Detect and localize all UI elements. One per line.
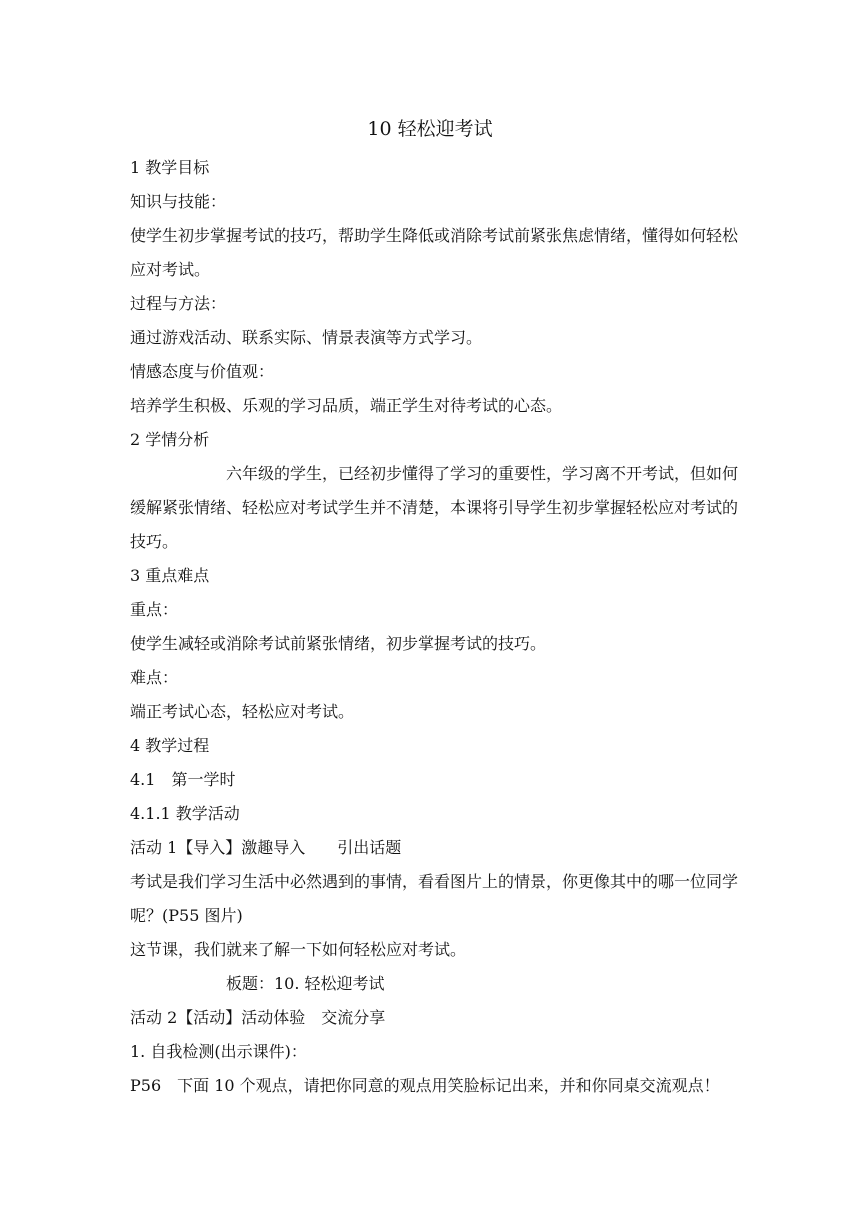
- activity-1-title: 活动 1【导入】激趣导入 引出话题: [130, 838, 402, 857]
- paragraph-process-method: 通过游戏活动、联系实际、情景表演等方式学习。: [130, 328, 483, 347]
- paragraph-emotion-values: 培养学生积极、乐观的学习品质，端正学生对待考试的心态。: [130, 396, 563, 415]
- subheading-emotion-values: 情感态度与价值观：: [130, 362, 275, 381]
- self-check-heading: 1. 自我检测(出示课件)：: [130, 1042, 307, 1061]
- heading-teaching-process: 4 教学过程: [130, 736, 210, 755]
- subheading-difficult-point: 难点：: [130, 668, 179, 687]
- document-title: 10 轻松迎考试: [367, 118, 493, 140]
- subheading-key-point: 重点：: [130, 600, 179, 619]
- heading-first-lesson: 4.1 第一学时: [130, 770, 236, 789]
- heading-teaching-goals: 1 教学目标: [130, 158, 210, 177]
- paragraph-knowledge-skills: 使学生初步掌握考试的技巧，帮助学生降低或消除考试前紧张焦虑情绪，懂得如何轻松应对考试。: [130, 226, 739, 279]
- heading-key-difficult-points: 3 重点难点: [130, 566, 210, 585]
- paragraph-key-point: 使学生减轻或消除考试前紧张情绪，初步掌握考试的技巧。: [130, 634, 547, 653]
- board-title: 板题：10. 轻松迎考试: [226, 974, 385, 993]
- paragraph-activity-1-intro: 考试是我们学习生活中必然遇到的事情，看看图片上的情景，你更像其中的哪一位同学呢？(P55 图片): [130, 872, 739, 925]
- paragraph-difficult-point: 端正考试心态，轻松应对考试。: [130, 702, 355, 721]
- activity-2-title: 活动 2【活动】活动体验 交流分享: [130, 1008, 386, 1027]
- paragraph-student-analysis: 六年级的学生，已经初步懂得了学习的重要性，学习离不开考试，但如何缓解紧张情绪、轻松应对考试学生并不清楚，本课将引导学生初步掌握轻松应对考试的技巧。: [130, 464, 739, 551]
- paragraph-activity-1-lead: 这节课，我们就来了解一下如何轻松应对考试。: [130, 940, 467, 959]
- subheading-knowledge-skills: 知识与技能：: [130, 192, 227, 211]
- subheading-process-method: 过程与方法：: [130, 294, 227, 313]
- self-check-instruction: P56 下面 10 个观点，请把你同意的观点用笑脸标记出来，并和你同桌交流观点！: [130, 1076, 720, 1095]
- heading-teaching-activities: 4.1.1 教学活动: [130, 804, 240, 823]
- heading-student-analysis: 2 学情分析: [130, 430, 210, 449]
